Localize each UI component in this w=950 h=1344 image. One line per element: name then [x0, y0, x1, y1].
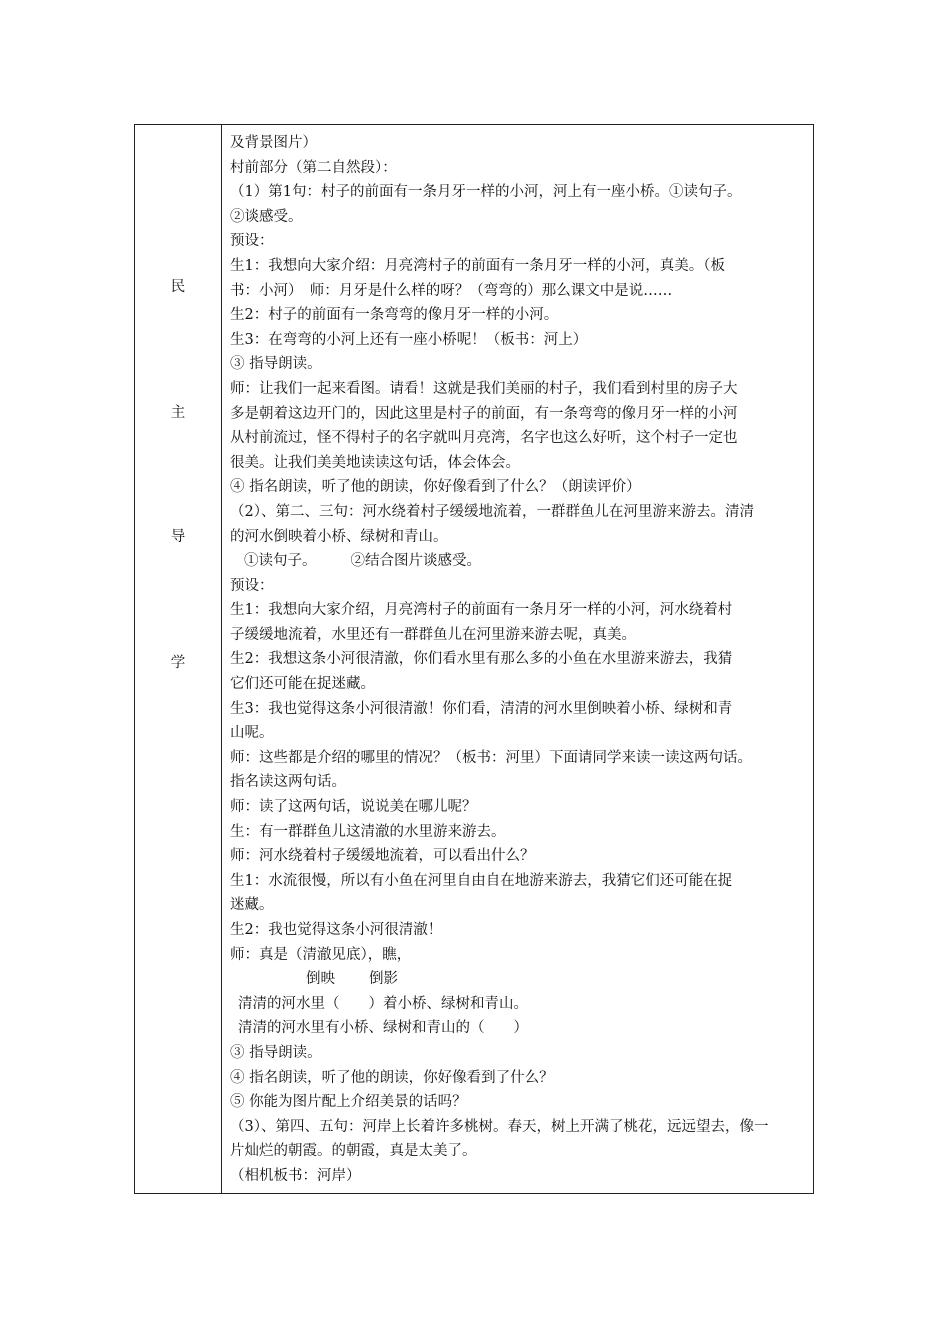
text-line: 师：这些都是介绍的哪里的情况？（板书：河里）下面请同学来读一读这两句话。 [230, 749, 752, 766]
text-line: （相机板书：河岸） [230, 1167, 361, 1184]
text-line: ③ 指导朗读。 [230, 1044, 322, 1061]
side-label-char: 主 [170, 405, 186, 421]
text-line: 生2：我也觉得这条小河很清澈！ [230, 922, 443, 938]
text-line: 子缓缓地流着，水里还有一群群鱼儿在河里游来游去呢，真美。 [230, 626, 636, 643]
text-line: 很美。让我们美美地读读这句话，体会体会。 [230, 454, 520, 471]
text-line: 生1：水流很慢，所以有小鱼在河里自由自在地游来游去，我猜它们还可能在捉 [230, 872, 733, 889]
text-line: 的河水倒映着小桥、绿树和青山。 [230, 528, 448, 545]
text-segment: 倒影 [369, 971, 398, 988]
text-line: 师：河水绕着村子缓缓地流着，可以看出什么？ [230, 848, 535, 865]
text-line: 清清的河水里（ ）着小桥、绿树和青山。 [238, 995, 528, 1012]
text-line: 生2：村子的前面有一条弯弯的像月牙一样的小河。 [230, 307, 559, 324]
text-line: ③ 指导朗读。 [230, 356, 322, 373]
text-line: 从村前流过，怪不得村子的名字就叫月亮湾，名字也这么好听，这个村子一定也 [230, 430, 738, 447]
text-line: ②谈感受。 [230, 208, 303, 225]
text-line: ④ 指名朗读，听了他的朗读，你好像看到了什么？（朗读评价） [230, 479, 641, 496]
text-line: 书：小河） 师：月牙是什么样的呀？（弯弯的）那么课文中是说…… [230, 282, 673, 299]
text-line: 片灿烂的朝霞。的朝霞，真是太美了。 [230, 1143, 477, 1160]
text-segment: ②结合图片谈感受。 [350, 553, 481, 570]
text-line: 村前部分（第二自然段）： [230, 159, 397, 176]
text-line: 师：让我们一起来看图。请看！这就是我们美丽的村子，我们看到村里的房子大 [230, 380, 738, 397]
text-line [230, 549, 810, 574]
text-line: 指名读这两句话。 [230, 774, 346, 791]
text-line: （1）第1句：村子的前面有一条月牙一样的小河，河上有一座小桥。①读句子。 [230, 184, 742, 201]
lesson-content [230, 131, 810, 1189]
text-line: （3）、第四、五句：河岸上长着许多桃树。春天，树上开满了桃花，远远望去，像一 [230, 1118, 769, 1135]
text-line: 预设： [230, 233, 274, 250]
text-line: 清清的河水里有小桥、绿树和青山的（ ） [238, 1020, 528, 1037]
text-line: 生：有一群群鱼儿这清澈的水里游来游去。 [230, 823, 506, 840]
side-label-char: 民 [170, 279, 186, 295]
text-line: 迷藏。 [230, 897, 274, 914]
text-line [230, 967, 810, 992]
text-line: ④ 指名朗读，听了他的朗读，你好像看到了什么？ [230, 1069, 554, 1086]
text-line: 生3：我也觉得这条小河很清澈！你们看，清清的河水里倒映着小桥、绿树和青 [230, 700, 733, 717]
text-line: 及背景图片） [230, 135, 317, 151]
text-line: 多是朝着这边开门的，因此这里是村子的前面，有一条弯弯的像月牙一样的小河 [230, 405, 738, 422]
text-line: 生1：我想向大家介绍，月亮湾村子的前面有一条月牙一样的小河，河水绕着村 [230, 602, 733, 619]
column-divider [221, 125, 222, 1193]
text-line: 生1：我想向大家介绍：月亮湾村子的前面有一条月牙一样的小河，真美。（板 [230, 257, 725, 274]
lesson-table [134, 124, 814, 1194]
text-line: 师：读了这两句话，说说美在哪儿呢？ [230, 799, 477, 816]
side-label-char: 学 [170, 655, 186, 671]
text-line: 师：真是（清澈见底），瞧， [230, 946, 412, 963]
text-line: 生2：我想这条小河很清澈，你们看水里有那么多的小鱼在水里游来游去，我猜 [230, 651, 733, 668]
text-line: 生3：在弯弯的小河上还有一座小桥呢！（板书：河上） [230, 331, 588, 348]
text-line: （2）、第二、三句：河水绕着村子缓缓地流着，一群群鱼儿在河里游来游去。清清 [230, 503, 754, 520]
text-segment: 倒映 [306, 971, 335, 988]
text-line: 它们还可能在捉迷藏。 [230, 676, 375, 693]
text-segment: ①读句子。 [244, 553, 317, 570]
text-line: 山呢。 [230, 725, 274, 742]
text-line: 预设： [230, 577, 274, 594]
side-label-char: 导 [170, 529, 186, 545]
text-line: ⑤ 你能为图片配上介绍美景的话吗？ [230, 1094, 467, 1111]
